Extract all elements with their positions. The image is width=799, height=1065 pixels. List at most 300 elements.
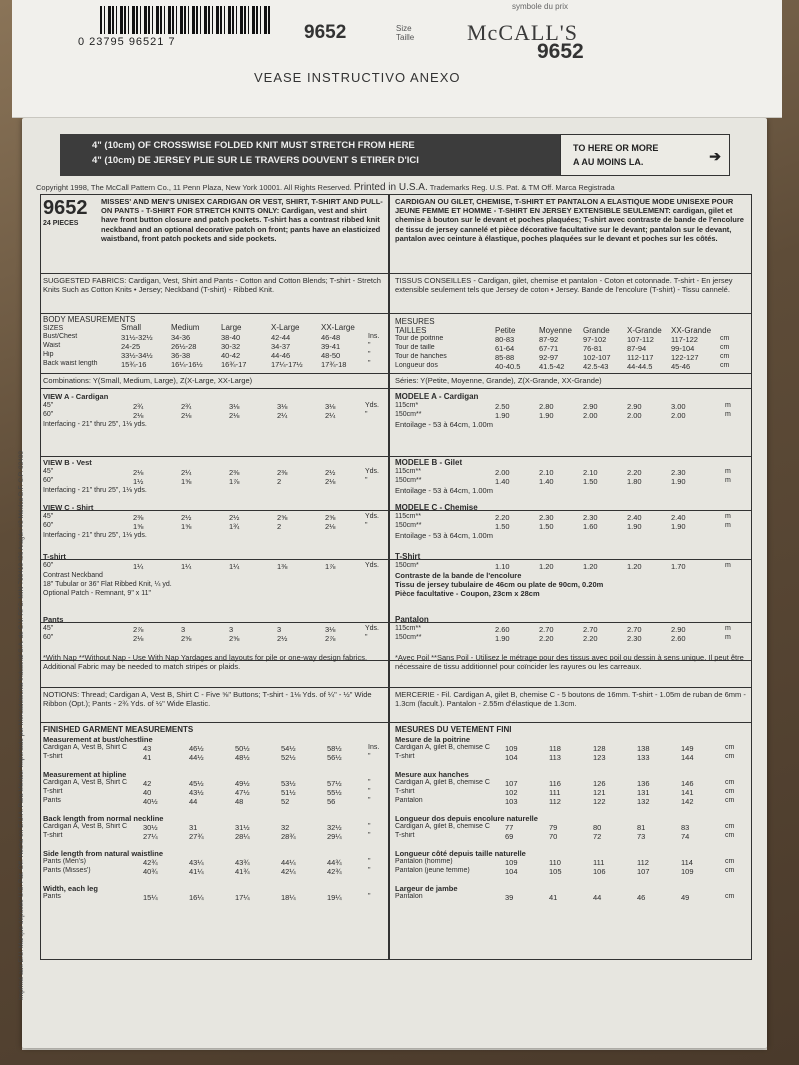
finished-row-fr-label: T-shirt — [395, 788, 415, 795]
finished-head-fr: Mesure aux hanches — [395, 770, 469, 779]
view-row-fr-value: 2.10 — [539, 468, 554, 477]
finished-row-value: 32 — [281, 823, 290, 832]
body-row-fr-value: 117-122 — [671, 335, 698, 344]
finished-row-fr-label: T-shirt — [395, 753, 415, 760]
finished-row-fr-value: 109 — [505, 858, 518, 867]
finished-row-fr-value: 69 — [505, 832, 514, 841]
finished-row-value: 15¼ — [143, 893, 158, 902]
view-row-fr-value: 2.40 — [671, 513, 686, 522]
view-row-fr-value: 2.70 — [539, 625, 554, 634]
body-row-label: Back waist length — [43, 360, 98, 367]
finished-row-fr-value: 41 — [549, 893, 558, 902]
view-row-value: 3 — [277, 625, 282, 634]
finished-head-fr: Longueur dos depuis encolure naturelle — [395, 814, 538, 823]
body-row-unit: " — [368, 360, 371, 367]
view-note-fr: Entoilage - 53 à 64cm, 1.00m — [395, 486, 493, 495]
body-row-label: Bust/Chest — [43, 333, 78, 340]
finished-row-value: 41¾ — [235, 867, 250, 876]
finished-row-fr-value: 121 — [593, 788, 606, 797]
combinations: Combinations: Y(Small, Medium, Large), Z(X-Large, XX-Large) — [43, 376, 253, 385]
finished-head: Side length from natural waistline — [43, 849, 164, 858]
row-divider — [41, 388, 751, 389]
body-row-unit: " — [368, 342, 371, 349]
view-row-fr-label: 150cm** — [395, 477, 422, 484]
finished-row-fr-value: 128 — [593, 744, 606, 753]
view-row-value: 1⅝ — [181, 522, 192, 531]
finished-row-value: 51½ — [281, 788, 296, 797]
body-row-fr-label: Tour de taille — [395, 344, 435, 351]
view-row-fr-value: 2.30 — [583, 513, 598, 522]
view-row-fr-value: 2.50 — [495, 402, 510, 411]
view-row-fr-label: 150cm* — [395, 562, 419, 569]
finished-row-unit: " — [368, 893, 371, 900]
view-row-fr-value: 2.20 — [583, 634, 598, 643]
view-note-fr: Contraste de la bande de l'encolure Tissu de jersey tubulaire de 46cm ou plate de 90cm, 0.20m Pièce facultative - Coupon, 23cm x 28cm — [395, 571, 604, 598]
finished-row-fr-value: 73 — [637, 832, 646, 841]
view-row-fr-value: 1.90 — [671, 477, 686, 486]
view-row-fr-label: 150cm** — [395, 522, 422, 529]
finished-row-fr-value: 49 — [681, 893, 690, 902]
view-note: Contrast Neckband 18" Tubular or 36" Flat Ribbed Knit, ¼ yd. Optional Patch - Remnant, 9" x 11" — [43, 572, 172, 597]
body-row-fr-value: 67-71 — [539, 344, 559, 353]
view-row-value: 2⅛ — [181, 411, 192, 420]
view-row-value: 2⅛ — [229, 411, 240, 420]
finished-row-fr-label: Cardigan A, gilet B, chemise C — [395, 744, 490, 751]
body-row-fr-value: 97-102 — [583, 335, 607, 344]
finished-row-unit: " — [368, 867, 371, 874]
body-row-value: 38-40 — [221, 333, 241, 342]
finished-row-label: Cardigan A, Vest B, Shirt C — [43, 779, 128, 786]
finished-head: Width, each leg — [43, 884, 98, 893]
view-row-value: 2⅛ — [133, 468, 144, 477]
view-row-fr-value: 1.50 — [495, 522, 510, 531]
view-row-value: 2¾ — [181, 402, 192, 411]
view-row-fr-value: 2.90 — [627, 402, 642, 411]
finished-row-fr-unit: cm — [725, 832, 735, 839]
view-title: VIEW A - Cardigan — [43, 392, 109, 401]
stretch-line-fr: 4" (10cm) DE JERSEY PLIE SUR LE TRAVERS DOUVENT S ETIRER D'ICI — [92, 155, 419, 166]
view-row-value: 3 — [181, 625, 186, 634]
finished-row-value: 32½ — [327, 823, 342, 832]
finished-row-value: 41 — [143, 753, 152, 762]
view-row-fr-value: 2.70 — [627, 625, 642, 634]
arrow-right-icon: ➔ — [709, 148, 721, 164]
view-row-fr-label: 115cm** — [395, 625, 421, 632]
row-divider — [41, 313, 751, 314]
finished-row-fr-value: 79 — [549, 823, 558, 832]
body-row-fr-value: 76-81 — [583, 344, 603, 353]
view-row-fr-value: 2.90 — [671, 625, 686, 634]
finished-row-unit: Ins. — [368, 744, 380, 751]
view-row-fr-value: 2.40 — [627, 513, 642, 522]
view-row-fr-value: 1.20 — [583, 562, 598, 571]
body-row-value: 30-32 — [221, 342, 241, 351]
view-row-fr-value: 1.70 — [671, 562, 686, 571]
finished-row-fr-value: 46 — [637, 893, 646, 902]
finished-row-value: 28¾ — [281, 832, 296, 841]
size-name: Large — [221, 323, 242, 332]
view-row-value: 1⅞ — [325, 562, 336, 571]
view-row-value: 1¼ — [181, 562, 192, 571]
view-title-fr: T-Shirt — [395, 552, 421, 561]
row-divider — [41, 273, 751, 274]
finished-row-value: 43½ — [189, 788, 204, 797]
finished-row-value: 16¼ — [189, 893, 204, 902]
finished-row-label: T-shirt — [43, 788, 63, 795]
stretch-gauge-bar — [60, 134, 560, 176]
finished-row-fr-value: 131 — [637, 788, 650, 797]
sizes-label: SIZES — [43, 325, 64, 332]
view-row-value: 2¼ — [181, 468, 192, 477]
body-row-value: 31½-32½ — [121, 333, 153, 342]
finished-row-fr-value: 74 — [681, 832, 690, 841]
finished-row-fr-value: 70 — [549, 832, 558, 841]
size-name-fr: Petite — [495, 326, 516, 335]
view-title-fr: Pantalon — [395, 615, 429, 624]
finished-row-value: 52 — [281, 797, 290, 806]
view-row-label: 60" — [43, 477, 54, 484]
body-row-value: 34-37 — [271, 342, 291, 351]
view-row-fr-value: 2.10 — [583, 468, 598, 477]
view-row-label: 60" — [43, 634, 54, 641]
view-row-value: 2⅛ — [325, 522, 336, 531]
body-row-fr-value: 87-92 — [539, 335, 559, 344]
body-row-value: 40-42 — [221, 351, 241, 360]
finished-row-value: 42¾ — [327, 867, 342, 876]
finished-row-fr-value: 146 — [681, 779, 694, 788]
view-title-fr: MODELE C - Chemise — [395, 503, 478, 512]
finished-row-label: Pants — [43, 893, 61, 900]
finished-row-value: 31 — [189, 823, 198, 832]
finished-row-label: Pants (Men's) — [43, 858, 86, 865]
body-row-fr-value: 112-117 — [627, 353, 654, 362]
view-row-value: 2½ — [181, 513, 192, 522]
body-row-fr-label: Tour de poitrine — [395, 335, 444, 342]
finished-row-fr-value: 109 — [681, 867, 694, 876]
finished-row-value: 43 — [143, 744, 152, 753]
finished-row-value: 17¼ — [235, 893, 250, 902]
body-row-value: 17¾-18 — [321, 360, 347, 369]
view-row-value: 1½ — [133, 477, 144, 486]
view-row-fr-label: 115cm** — [395, 468, 421, 475]
finished-row-unit: " — [368, 858, 371, 865]
nap-note: *With Nap **Without Nap - Use With Nap Yardages and layouts for pile or one-way design fabrics. Additional Fabric may be needed to match stripes or plaids. — [43, 653, 368, 671]
view-row-label: 45" — [43, 468, 54, 475]
finished-row-fr-label: Pantalon — [395, 893, 423, 900]
finished-row-value: 45½ — [189, 779, 204, 788]
finished-row-fr-label: Pantalon — [395, 797, 423, 804]
view-row-value: 3⅛ — [277, 402, 288, 411]
finished-row-label: T-shirt — [43, 832, 63, 839]
body-row-value: 17¼-17½ — [271, 360, 303, 369]
finished-row-fr-value: 113 — [549, 753, 561, 762]
finished-row-fr-value: 116 — [549, 779, 561, 788]
view-row-value: 2⅛ — [325, 477, 336, 486]
body-row-fr-value: 107-112 — [627, 335, 654, 344]
view-row-value: 3⅛ — [229, 402, 240, 411]
view-row-value: 2⅛ — [133, 411, 144, 420]
brand-pattern-number: 9652 — [537, 40, 584, 63]
finished-row-fr-value: 102 — [505, 788, 518, 797]
barcode-number: 0 23795 96521 7 — [78, 36, 176, 48]
view-row-value: 2⅜ — [133, 513, 144, 522]
view-row-unit: Yds. — [365, 402, 380, 409]
view-row-value: 1¼ — [133, 562, 144, 571]
row-divider — [41, 687, 751, 688]
body-row-fr-unit: cm — [720, 362, 730, 369]
finished-row-fr-label: Pantalon (jeune femme) — [395, 867, 470, 874]
view-title: VIEW B - Vest — [43, 458, 92, 467]
view-row-fr-label: 115cm** — [395, 513, 421, 520]
view-title-fr: MODELE B - Gilet — [395, 458, 463, 467]
view-row-fr-value: 2.00 — [671, 411, 686, 420]
finished-row-value: 58½ — [327, 744, 342, 753]
to-here-fr: A AU MOINS LA. — [573, 157, 644, 167]
body-row-fr-unit: cm — [720, 335, 730, 342]
finished-row-fr-value: 126 — [593, 779, 606, 788]
size-name-fr: Moyenne — [539, 326, 572, 335]
body-row-value: 16¾-17 — [221, 360, 247, 369]
finished-head-fr: Mesure de la poitrine — [395, 735, 471, 744]
finished-row-fr-value: 149 — [681, 744, 694, 753]
view-row-value: 2⅝ — [277, 513, 288, 522]
view-title: T-shirt — [43, 552, 66, 561]
view-row-fr-unit: m — [725, 402, 731, 409]
body-row-fr-value: 85-88 — [495, 353, 515, 362]
body-row-fr-value: 99-104 — [671, 344, 695, 353]
body-row-fr-value: 87-94 — [627, 344, 647, 353]
finished-row-fr-unit: cm — [725, 867, 735, 874]
body-measurements-title-fr: MESURES — [395, 317, 435, 326]
body-row-fr-value: 44-44.5 — [627, 362, 653, 371]
finished-row-label: Cardigan A, Vest B, Shirt C — [43, 744, 128, 751]
view-title: Pants — [43, 615, 64, 624]
view-row-fr-value: 2.20 — [539, 634, 554, 643]
finished-row-fr-value: 105 — [549, 867, 562, 876]
view-row-fr-value: 2.20 — [627, 468, 642, 477]
finished-row-fr-value: 80 — [593, 823, 602, 832]
row-divider — [41, 722, 751, 723]
finished-row-fr-label: Cardigan A, gilet B, chemise C — [395, 779, 490, 786]
finished-head: Measurement at bust/chestline — [43, 735, 153, 744]
view-row-fr-value: 2.60 — [671, 634, 686, 643]
finished-row-value: 28¼ — [235, 832, 250, 841]
finished-row-unit: " — [368, 832, 371, 839]
view-row-value: 3⅛ — [325, 625, 336, 634]
finished-row-unit: " — [368, 779, 371, 786]
pieces-count: 24 PIECES — [43, 220, 79, 227]
finished-row-value: 48 — [235, 797, 244, 806]
view-row-value: 1¾ — [229, 522, 240, 531]
finished-row-fr-value: 83 — [681, 823, 690, 832]
body-row-fr-value: 122-127 — [671, 353, 699, 362]
sidebar-text: Imprimé aux E.U. Marque déposée U.S. Pat. Off. Hecho en E.U.A. Para México: Importado por Mercadotecnia Industrial S.A. de C.V. RFC: MIN-790410-I26 Aragón #3 México D.F. C.P. 03400 — [18, 450, 25, 1000]
body-row-fr-unit: cm — [720, 344, 730, 351]
size-name-fr: Grande — [583, 326, 610, 335]
finished-row-value: 49½ — [235, 779, 250, 788]
body-row-fr-value: 45-46 — [671, 362, 691, 371]
size-name: XX-Large — [321, 323, 355, 332]
view-row-unit: Yds. — [365, 625, 380, 632]
view-title-fr: MODELE A - Cardigan — [395, 392, 479, 401]
finished-row-value: 48½ — [235, 753, 250, 762]
body-row-value: 42-44 — [271, 333, 291, 342]
view-row-fr-value: 2.00 — [495, 468, 510, 477]
finished-row-value: 44¼ — [281, 858, 296, 867]
finished-row-label: T-shirt — [43, 753, 63, 760]
view-row-fr-label: 150cm** — [395, 411, 422, 418]
finished-row-value: 56½ — [327, 753, 342, 762]
size-name-fr: X-Grande — [627, 326, 662, 335]
view-row-fr-value: 2.80 — [539, 402, 554, 411]
finished-row-fr-value: 109 — [505, 744, 518, 753]
finished-row-value: 40 — [143, 788, 152, 797]
view-row-unit: " — [365, 634, 368, 641]
body-row-value: 46-48 — [321, 333, 341, 342]
stretch-line-en: 4" (10cm) OF CROSSWISE FOLDED KNIT MUST STRETCH FROM HERE — [92, 140, 415, 151]
view-row-label: 45" — [43, 513, 54, 520]
description-fr: CARDIGAN OU GILET, CHEMISE, T-SHIRT ET PANTALON A ELASTIQUE MODE UNISEXE POUR JEUNE FEMME ET HOMME - T-SHIRT EN JERSEY EXTENSIBLE SEULEMENT: cardigan, gilet et chemise à bouton sur le devant et poches plaquées; T-shirt avec contraste de bande de l'encolure de tissu de jersey cannelé et pièce décorative facultative sur le devant; pantalon sur le devant, pantalon avec ceinture à élastique, poches plaquées sur le devant et poches sur les côtés. — [395, 197, 744, 243]
stretch-gauge-target — [560, 134, 730, 176]
body-row-label: Hip — [43, 351, 54, 358]
finished-row-fr-value: 81 — [637, 823, 646, 832]
view-row-value: 2¼ — [325, 411, 336, 420]
finished-row-fr-label: Pantalon (homme) — [395, 858, 453, 865]
finished-row-value: 47½ — [235, 788, 250, 797]
finished-row-value: 27¼ — [143, 832, 158, 841]
notions: NOTIONS: Thread; Cardigan A, Vest B, Shirt C - Five ⅝" Buttons; T-shirt - 1⅛ Yds. of ¼" - ½" Wide Ribbon (Opt.); Pants - 2¾ Yds. of ½" Wide Elastic. — [43, 690, 372, 708]
finished-row-label: Pants — [43, 797, 61, 804]
view-note: Interfacing - 21" thru 25", 1⅛ yds. — [43, 487, 147, 494]
view-row-unit: Yds. — [365, 468, 380, 475]
view-row-value: 2⅞ — [133, 625, 144, 634]
price-symbol-label: symbole du prix — [512, 2, 569, 11]
pattern-number: 9652 — [43, 197, 88, 219]
finished-row-fr-value: 136 — [637, 779, 650, 788]
body-measurements-title: BODY MEASUREMENTS — [43, 315, 136, 324]
finished-row-value: 40¾ — [143, 867, 158, 876]
view-row-value: 3⅛ — [325, 402, 336, 411]
view-row-value: 2 — [277, 522, 282, 531]
view-row-fr-value: 1.40 — [539, 477, 554, 486]
finished-row-fr-value: 133 — [637, 753, 650, 762]
body-row-fr-label: Longueur dos — [395, 362, 438, 369]
view-row-fr-value: 1.80 — [627, 477, 642, 486]
body-row-value: 26½-28 — [171, 342, 197, 351]
body-row-fr-label: Tour de hanches — [395, 353, 447, 360]
view-row-fr-value: 1.40 — [495, 477, 510, 486]
finished-head: Back length from normal neckline — [43, 814, 164, 823]
view-row-value: 1¼ — [229, 562, 240, 571]
finished-title-fr: MESURES DU VETEMENT FINI — [395, 725, 512, 734]
view-row-value: 3 — [229, 625, 234, 634]
view-note: Interfacing - 21" thru 25", 1⅛ yds. — [43, 421, 147, 428]
view-row-unit: Yds. — [365, 562, 380, 569]
view-row-label: 60" — [43, 411, 54, 418]
body-row-fr-value: 61-64 — [495, 344, 515, 353]
finished-row-fr-unit: cm — [725, 744, 735, 751]
view-row-fr-value: 1.20 — [627, 562, 642, 571]
finished-row-fr-value: 107 — [637, 867, 650, 876]
finished-row-fr-value: 72 — [593, 832, 602, 841]
finished-row-value: 18¼ — [281, 893, 296, 902]
view-row-value: 2⅜ — [277, 468, 288, 477]
view-row-value: 2½ — [229, 513, 240, 522]
body-row-fr-value: 80-83 — [495, 335, 515, 344]
notions-fr: MERCERIE - Fil. Cardigan A, gilet B, chemise C - 5 boutons de 16mm. T-shirt - 1.05m de ruban de 6mm - 1.3cm (facult.). Pantalon - 2.55m d'élastique de 1.3cm. — [395, 690, 746, 708]
view-row-value: 2 — [277, 477, 282, 486]
view-row-value: 2⅞ — [325, 634, 336, 643]
finished-row-value: 29¼ — [327, 832, 342, 841]
finished-row-value: 42¼ — [281, 867, 296, 876]
size-name: Small — [121, 323, 142, 332]
finished-row-fr-value: 114 — [681, 858, 693, 867]
view-row-label: 45" — [43, 625, 54, 632]
nap-note-fr: *Avec Poil **Sans Poil - Utilisez le métrage pour des tissus avec poil ou dessin à sens unique. Il peut être nécessaire de tissu additionnel pour coïncider les rayures ou les carreaux. — [395, 653, 744, 671]
view-row-fr-value: 1.50 — [539, 522, 554, 531]
body-row-unit: " — [368, 351, 371, 358]
view-title: VIEW C - Shirt — [43, 503, 94, 512]
body-row-fr-value: 42.5-43 — [583, 362, 609, 371]
fabrics-fr: TISSUS CONSEILLES - Cardigan, gilet, chemise et pantalon - Coton et cotonnade. T-shirt - En jersey extensible seulement tels que Jersey de coton • Jersey. Bande de l'encolure (T-shirt) - Tissu cannelé. — [395, 276, 733, 294]
view-row-fr-value: 1.90 — [495, 411, 510, 420]
finished-row-value: 44¾ — [327, 858, 342, 867]
view-row-value: 1⅜ — [277, 562, 288, 571]
row-divider — [41, 456, 751, 457]
sizes-label-fr: TAILLES — [395, 326, 427, 335]
to-here-en: TO HERE OR MORE — [573, 143, 659, 153]
finished-row-fr-value: 138 — [637, 744, 650, 753]
finished-row-fr-value: 118 — [549, 744, 561, 753]
finished-row-fr-unit: cm — [725, 779, 735, 786]
view-row-value: 2¾ — [133, 402, 144, 411]
finished-row-fr-value: 104 — [505, 867, 518, 876]
view-row-fr-unit: m — [725, 411, 731, 418]
finished-row-value: 42¾ — [143, 858, 158, 867]
finished-row-fr-value: 107 — [505, 779, 518, 788]
view-row-fr-value: 2.60 — [495, 625, 510, 634]
view-row-fr-value: 2.70 — [583, 625, 598, 634]
series-fr: Séries: Y(Petite, Moyenne, Grande), Z(X-Grande, XX-Grande) — [395, 376, 602, 385]
view-row-value: 2⅛ — [133, 634, 144, 643]
finished-row-label: Pants (Misses') — [43, 867, 91, 874]
view-row-fr-unit: m — [725, 634, 731, 641]
finished-row-fr-value: 110 — [549, 858, 561, 867]
finished-row-value: 42 — [143, 779, 152, 788]
view-row-label: 60" — [43, 562, 54, 569]
finished-row-unit: " — [368, 753, 371, 760]
finished-row-fr-value: 122 — [593, 797, 606, 806]
finished-title: FINISHED GARMENT MEASUREMENTS — [43, 725, 194, 734]
finished-row-value: 41¼ — [189, 867, 204, 876]
finished-row-value: 52½ — [281, 753, 296, 762]
view-row-value: 1⅝ — [133, 522, 144, 531]
view-row-fr-unit: m — [725, 468, 731, 475]
brand-logo: McCALL'S — [467, 20, 578, 45]
view-row-fr-value: 1.90 — [495, 634, 510, 643]
view-row-fr-value: 2.20 — [495, 513, 510, 522]
column-divider — [388, 195, 390, 959]
body-row-value: 15¾-16 — [121, 360, 147, 369]
barcode-icon — [100, 6, 272, 34]
view-row-value: 2½ — [325, 468, 336, 477]
finished-row-fr-value: 132 — [637, 797, 650, 806]
finished-row-value: 53½ — [281, 779, 296, 788]
view-row-fr-value: 1.10 — [495, 562, 510, 571]
finished-row-value: 44 — [189, 797, 198, 806]
view-row-fr-value: 2.30 — [539, 513, 554, 522]
finished-row-fr-value: 112 — [637, 858, 649, 867]
